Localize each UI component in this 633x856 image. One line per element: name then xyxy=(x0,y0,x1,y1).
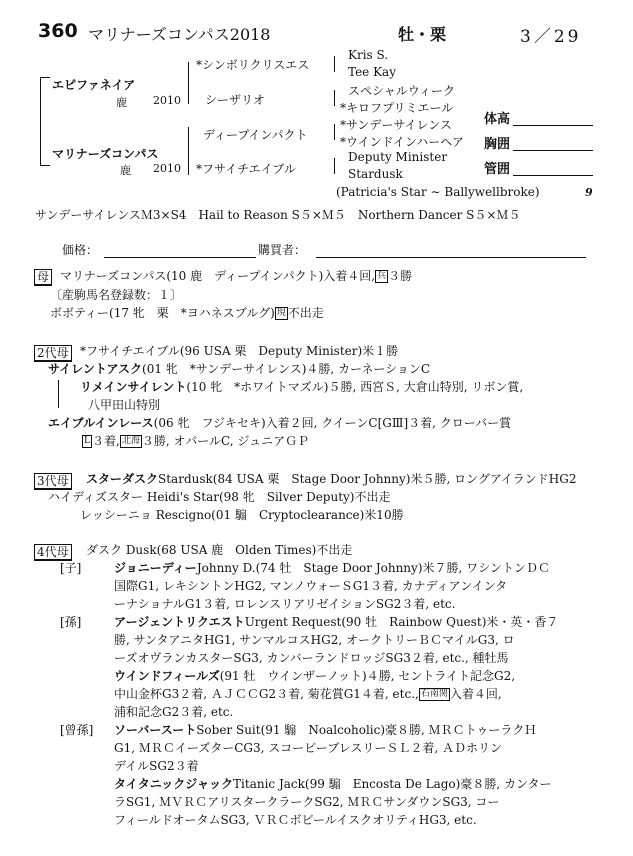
pedigree-bracket xyxy=(334,90,335,106)
gen3-5: *サンデーサイレンス xyxy=(340,118,452,132)
gg1-line1-text: Sober Suit(91 騸 Noalcoholic)豪８勝, ＭＲＣトゥーラクＨ xyxy=(196,723,537,737)
pedigree-bracket xyxy=(334,158,335,174)
girth-field[interactable] xyxy=(513,150,593,151)
girth-label: 胸囲 xyxy=(484,137,511,152)
gen2-line2-text: (01 牝 *サンデーサイレンス)４勝, カーネーションC xyxy=(142,362,431,376)
ggrand-label: [曾孫] xyxy=(60,723,94,737)
cannon-field[interactable] xyxy=(513,175,593,176)
child-line1-text: Johnny D.(74 牡 Stage Door Johnny)米７勝, ワシントンＤＣ xyxy=(196,561,550,575)
grand1-line2: 勝, サンタアニタHG1, サンマルコスHG2, オークトリーＢＣマイルG3, ロ xyxy=(114,633,515,647)
dam-line1-mark: 兵 xyxy=(377,271,387,281)
gen2-line3-bold: リメインサイレント xyxy=(80,380,187,394)
dam-name: マリナーズコンパス xyxy=(52,147,159,161)
lot-number: 360 xyxy=(38,20,78,42)
grand2-line3: 浦和記念G2３着, etc. xyxy=(114,705,234,719)
grand2-line1-text: (91 牡 ウインザーノット)４勝, セントライト記念G2, xyxy=(219,669,516,683)
dam-line1b-text: ３勝 xyxy=(388,269,413,283)
gen3-section-label: 3代母 xyxy=(34,473,72,490)
sire-year: 2010 xyxy=(153,94,181,107)
grand-label: [孫] xyxy=(60,615,82,629)
grand2-bold: ウインドフィールズ xyxy=(114,669,220,683)
gen3-line2: ハイディズスター Heidi's Star(98 牝 Silver Deputy)不出走 xyxy=(48,490,391,504)
gen2-indent-line xyxy=(58,380,59,408)
price-field[interactable] xyxy=(104,257,256,258)
dam-line1-text: マリナーズコンパス(10 鹿 ディープインパクト)入着４回, xyxy=(60,269,376,283)
grand1-line1 xyxy=(114,614,558,630)
hokkaido-mark: 北海 xyxy=(121,436,140,446)
gen3-line1-bold: スターダスク xyxy=(86,472,159,486)
height-field[interactable] xyxy=(513,125,593,126)
buyer-field[interactable] xyxy=(316,257,586,258)
gen2-line5b-text: ３勝, オパールC, ジュニアＧＰ xyxy=(141,434,310,448)
gen2-line3 xyxy=(80,379,523,395)
dam-line3-text: ボボティー(17 牝 栗 *ヨハネスブルグ) xyxy=(50,306,275,320)
dam-year: 2010 xyxy=(153,162,181,175)
gen2-section-label: 2代母 xyxy=(34,345,72,362)
child-line3: ーナショナルG1３着, ロレンスリアリゼイションSG2３着, etc. xyxy=(114,597,456,611)
gen3-line3: レッシーニョ Rescigno(01 騸 Cryptoclearance)米10勝 xyxy=(80,508,404,522)
gg1-line2: G1, ＭＲＣイーズターCG3, スコービーブレスリーＳＬ２着, ＡＤホリン xyxy=(114,741,502,755)
gen4-line1: ダスク Dusk(68 USA 鹿 Olden Times)不出走 xyxy=(86,543,353,557)
gen3-7: Deputy Minister xyxy=(348,150,448,164)
pedigree-bracket xyxy=(188,127,189,175)
gen2-line4-text: (06 牝 フジキセキ)入着２回, クイーンC[GⅢ]３着, クローバー賞 xyxy=(153,416,512,430)
gen3-6: *ウインドインハーヘア xyxy=(340,135,464,149)
sire-dam: シーザリオ xyxy=(205,93,265,107)
gen2-line5a-text: ３着, xyxy=(91,434,120,448)
gg2-bold: タイタニックジャック xyxy=(114,777,234,791)
gen3-line1 xyxy=(86,471,576,487)
pedigree-bracket xyxy=(40,77,50,78)
gen2-line2 xyxy=(48,361,430,377)
gg2-line1 xyxy=(114,776,551,792)
gen2-line1: *フサイチエイブル(96 USA 栗 Deputy Minister)米１勝 xyxy=(80,344,399,358)
height-label: 体高 xyxy=(484,112,511,127)
child-line2: 国際G1, レキシントンHG2, マンノウォーＳG1３着, カナディアンインタ xyxy=(114,579,508,593)
pedigree-bracket xyxy=(40,77,41,165)
gen2-line3b: 八甲田山特別 xyxy=(88,398,161,412)
dam-dam: *フサイチエイブル xyxy=(196,162,296,176)
gen2-line3-text: (10 牝 *ホワイトマズル)５勝, 西宮Ｓ, 大倉山特別, リボン賞, xyxy=(186,380,524,394)
grand1-bold: アージェントリクエスト xyxy=(114,615,245,629)
gen2-line5 xyxy=(82,433,309,449)
dam-line3b-text: 不出走 xyxy=(287,306,324,320)
gen4-section-label: 4代母 xyxy=(34,544,72,561)
pedigree-bracket xyxy=(40,165,50,166)
dam-line3 xyxy=(50,305,324,321)
horse-name: マリナーズコンパス2018 xyxy=(88,25,271,44)
dam-line3-mark: 現 xyxy=(276,308,286,318)
sire-color: 鹿 xyxy=(116,96,127,109)
gen2-line2-bold: サイレントアスク xyxy=(48,362,143,376)
gen3-line1-text: Stardusk(84 USA 栗 Stage Door Johnny)米５勝, ロングアイランドHG2 xyxy=(158,472,577,486)
gg1-bold: ソーバースート xyxy=(114,723,197,737)
grand2-line2b-text: 入着４回, xyxy=(449,687,502,701)
dam-color: 鹿 xyxy=(120,164,131,177)
cannon-label: 管囲 xyxy=(484,162,511,177)
grand1-line1-text: Urgent Request(90 牡 Rainbow Quest)米・英・香７ xyxy=(244,615,559,629)
gen3-1: Kris S. xyxy=(348,48,389,62)
gg2-line3: フィールドオータムSG3, ＶＲＣボビールイスクオリティHG3, etc. xyxy=(114,813,477,827)
grand2-line2 xyxy=(114,686,502,702)
dam-section-label: 母 xyxy=(34,269,52,286)
pedigree-bracket xyxy=(334,124,335,140)
dam-line1 xyxy=(60,268,412,284)
gg2-line2: ラSG1, ＭＶＲＣアリスタークラークSG2, ＭＲＣサンダウンSG3, コー xyxy=(114,795,500,809)
dam-line2: 〔産駒馬名登録数：１〕 xyxy=(50,288,183,302)
birth-date: 3／29 xyxy=(520,27,582,47)
sire-name: エピファネイア xyxy=(52,78,136,92)
dam-sire: ディープインパクト xyxy=(203,128,308,142)
gg1-line1 xyxy=(114,722,536,738)
nankan-mark: 石南関 xyxy=(420,689,448,699)
sire-sire: *シンボリクリスエス xyxy=(196,58,310,72)
pedigree-bracket xyxy=(334,56,335,72)
gen3-2: Tee Kay xyxy=(348,65,396,79)
child-label: [子] xyxy=(60,561,82,575)
gen2-line4-bold: エイブルインレース xyxy=(48,416,154,430)
inbreeding: サンデーサイレンスＭ3×S4 Hail to Reason S５×Ｍ５ Northern Dancer S５×Ｍ５ xyxy=(35,208,521,222)
listed-mark: L xyxy=(84,436,90,446)
grand2-line2-text: 中山金杯G3２着, ＡＪＣＣG2３着, 菊花賞G1４着, etc., xyxy=(114,687,419,701)
gen3-4: *キロフプリミエール xyxy=(340,101,454,115)
gen2-line4 xyxy=(48,415,511,431)
gen3-3: スペシャルウィーク xyxy=(348,84,456,98)
grand2-line1 xyxy=(114,668,515,684)
child-line1 xyxy=(114,560,550,576)
pedigree-bracket xyxy=(188,62,189,104)
gg1-line3: デイルSG2３着 xyxy=(114,759,199,773)
pedigree-note: (Patricia's Star ∼ Ballywellbroke) xyxy=(336,185,540,199)
gen3-8: Stardusk xyxy=(348,167,403,181)
child-bold: ジョニーディー xyxy=(114,561,197,575)
buyer-label: 購買者： xyxy=(258,243,307,257)
gg2-line1-text: Titanic Jack(99 騸 Encosta De Lago)豪８勝, カンター xyxy=(233,777,552,791)
sex-color: 牡・栗 xyxy=(398,25,447,44)
family-number: 9 xyxy=(585,186,593,199)
price-label: 価格： xyxy=(62,243,99,257)
grand1-line3: ーズオヴランカスターSG3, カンバーランドロッジSG3２着, etc., 種牡馬 xyxy=(114,651,509,665)
